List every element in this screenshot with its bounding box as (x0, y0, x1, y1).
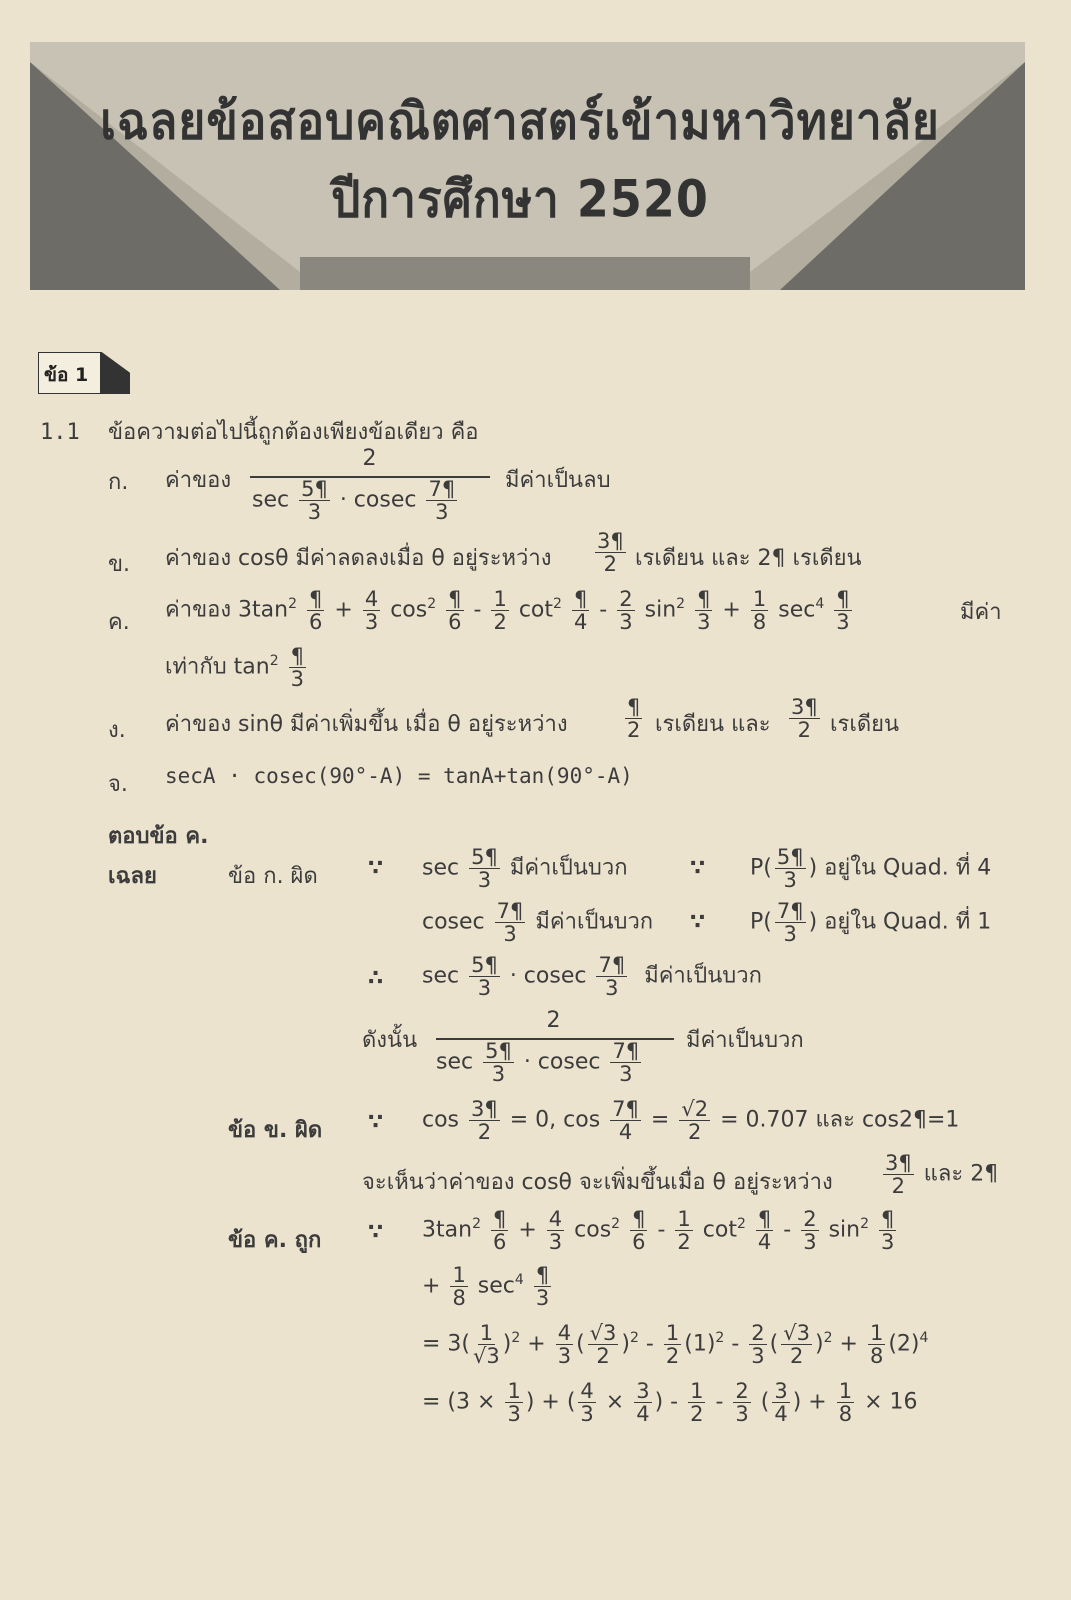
choice-c-cont-text: เท่ากับ tan (165, 654, 270, 680)
choice-d-fraction2: $\frac{3\P}{2}$ (791, 695, 818, 743)
choice-b-text: ค่าของ cosθ มีค่าลดลงเมื่อ θ อยู่ระหว่าง (165, 546, 552, 571)
choice-a-numerator: 2 (362, 446, 377, 471)
b-line1-tail: = 0.707 และ cos2¶=1 (720, 1107, 960, 1133)
therefore-symbol: ∴ (368, 966, 384, 991)
question-number: 1.1 (40, 420, 80, 445)
b-line2: จะเห็นว่าค่าของ cosθ จะเพิ่มขึ้นเมื่อ θ อยู่ระหว่าง (362, 1170, 833, 1195)
page-title-line2: ปีการศึกษา 2520 (331, 169, 709, 229)
b-line2-frac: $\frac{3\P}{2}$ และ 2¶ (885, 1151, 999, 1199)
answer-label: ตอบข้อ ค. (108, 824, 209, 849)
because-symbol: ∵ (690, 910, 706, 935)
positive-text: มีค่าเป็นบวก (644, 963, 762, 989)
badge-label: ข้อ 1 (44, 364, 89, 386)
because-symbol: ∵ (368, 1220, 384, 1245)
hence-tail: มีค่าเป็นบวก (686, 1028, 804, 1053)
c-line3-expr: = 3( $\frac{1}{√3}$ )$^2$ + $\frac{4}{3}$ ( $\frac{√3}{2}$ )$^2$ - $\frac{1}{2}$ $(1)^2$ - $\frac{2}{3}$ ( $\frac{√3}{2}$ )$^2$ + $\frac{1}{8}$ $(2)^4$ (422, 1321, 929, 1369)
a-line1-quad: P( $\frac{5\P}{3}$ ) อยู่ใน Quad. ที่ 4 (750, 845, 992, 893)
choice-a-text: ค่าของ (165, 468, 232, 493)
question-prompt: ข้อความต่อไปนี้ถูกต้องเพียงข้อเดียว คือ (108, 420, 479, 445)
positive-text: มีค่าเป็นบวก (509, 855, 628, 881)
positive-text: มีค่าเป็นบวก (535, 909, 654, 935)
choice-d-label: ง. (108, 718, 126, 743)
c-line1-expr: $3\tan^2$ $\frac{\P}{6}$ + $\frac{4}{3}$ $\cos^2$ $\frac{\P}{6}$ - $\frac{1}{2}$ $\cot^2$ $\frac{\P}{4}$ - $\frac{2}{3}$ $\sin^2$ $\frac{\P}{3}$ (422, 1207, 895, 1255)
choice-c-text: ค่าของ 3tan (165, 597, 289, 623)
choice-d-fraction1: $\frac{\P}{2}$ (627, 695, 641, 743)
choice-e-text: secA · cosec(90°-A) = tanA+tan(90°-A) (165, 764, 633, 788)
choice-c-tail: มีค่า (960, 600, 1002, 625)
b-line1-expr: cos $\frac{3\P}{2}$ = 0, cos $\frac{7\P}{4}$ = $\frac{√2}{2}$ = 0.707 และ cos2¶=1 (422, 1097, 960, 1145)
because-symbol: ∵ (368, 1110, 384, 1135)
c-line2-expr: + $\frac{1}{8}$ $\sec^4$ $\frac{\P}{3}$ (422, 1263, 550, 1311)
c-head: ข้อ ค. ถูก (228, 1228, 322, 1253)
choice-a-tail: มีค่าเป็นลบ (505, 468, 611, 493)
choice-c-expr: ค่าของ $3\tan^2$ $\frac{\P}{6}$ + $\frac{4}{3}$ $\cos^2$ $\frac{\P}{6}$ - $\frac{1}{2}$ $\cot^2$ $\frac{\P}{4}$ - $\frac{2}{3}$ $\sin^2$ $\frac{\P}{3}$ + $\frac{1}{8}$ $\sec^4$ $\frac{\P}{3}$ (165, 587, 850, 635)
b-head: ข้อ ข. ผิด (228, 1118, 323, 1143)
because-symbol: ∵ (690, 856, 706, 881)
page-title-line1: เฉลยข้อสอบคณิตศาสตร์เข้ามหาวิทยาลัย (100, 91, 940, 151)
a-line3-expr: sec $\frac{5\P}{3}$ · cosec $\frac{7\P}{3}$ มีค่าเป็นบวก (422, 953, 762, 1001)
c-line4-expr: = (3 × $\frac{1}{3}$ ) + ( $\frac{4}{3}$ × $\frac{3}{4}$ ) - $\frac{1}{2}$ - $\frac{2}{3}$ ( $\frac{3}{4}$ ) + $\frac{1}{8}$ × 16 (422, 1379, 918, 1427)
choice-c-cont: เท่ากับ $\tan^2$ $\frac{\P}{3}$ (165, 644, 305, 692)
a-line2-quad: P( $\frac{7\P}{3}$ ) อยู่ใน Quad. ที่ 1 (750, 899, 992, 947)
choice-b-label: ข. (108, 552, 131, 577)
hence-text: ดังนั้น (362, 1028, 418, 1053)
choice-c-label: ค. (108, 610, 130, 635)
b-line2-tail: และ 2¶ (923, 1161, 999, 1187)
a-line2-expr: cosec $\frac{7\P}{3}$ มีค่าเป็นบวก (422, 899, 654, 947)
a-head: ข้อ ก. ผิด (228, 864, 318, 889)
choice-d-text: ค่าของ sinθ มีค่าเพิ่มขึ้น เมื่อ θ อยู่ระหว่าง (165, 712, 568, 737)
hence-numerator: 2 (546, 1008, 561, 1033)
because-symbol: ∵ (368, 856, 384, 881)
choice-b-fraction: $\frac{3\P}{2}$ (597, 529, 624, 577)
choice-d-mid: เรเดียน และ (655, 712, 771, 737)
a-line1-expr: sec $\frac{5\P}{3}$ มีค่าเป็นบวก (422, 845, 628, 893)
choice-b-tail: เรเดียน และ 2¶ เรเดียน (635, 546, 862, 571)
choice-a-denominator: sec $\frac{5\P}{3}$ · cosec $\frac{7\P}{3}$ (252, 477, 456, 525)
quad1-text: อยู่ใน Quad. ที่ 1 (824, 909, 992, 935)
choice-d-tail: เรเดียน (830, 712, 900, 737)
choice-a-label: ก. (108, 470, 129, 495)
quad4-text: อยู่ใน Quad. ที่ 4 (824, 855, 992, 881)
choice-e-label: จ. (108, 772, 128, 797)
solution-label: เฉลย (108, 864, 157, 889)
hence-denominator: sec $\frac{5\P}{3}$ · cosec $\frac{7\P}{3}$ (436, 1039, 640, 1087)
